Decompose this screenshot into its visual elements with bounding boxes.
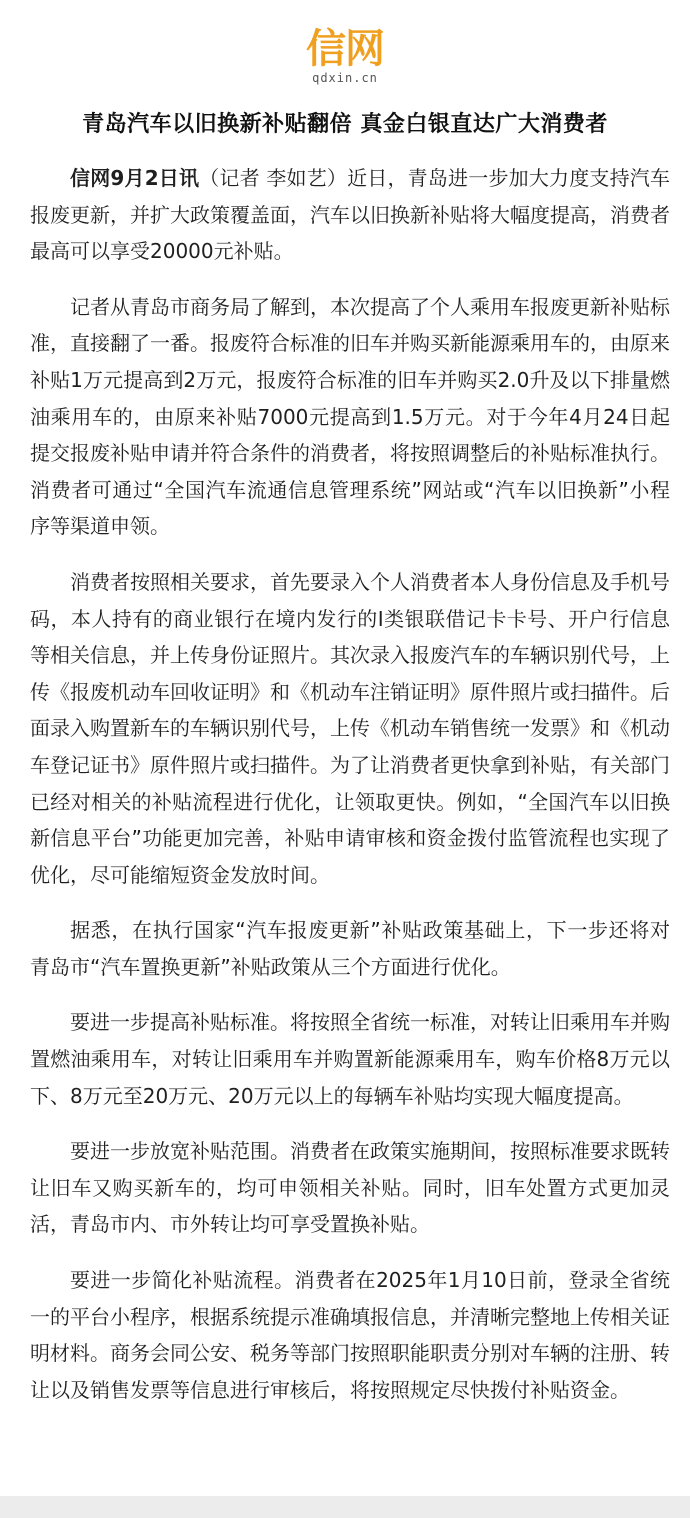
paragraph-7: 要进一步简化补贴流程。消费者在2025年1月10日前，登录全省统一的平台小程序，根据系统提示准确填报信息，并清晰完整地上传相关证明材料。商务会同公安、税务等部门按照职能职责分别对车辆的注册、转让以及销售发票等信息进行审核后，将按照规定尽快拨付补贴资金。: [30, 1268, 670, 1402]
paragraph-text: （记者 李如艺）近日，青岛进一步加大力度支持汽车报废更新，并扩大政策覆盖面，汽车以旧换新补贴将大幅度提高，消费者最高可以享受20000元补贴。: [30, 166, 670, 264]
paragraph-3: 消费者按照相关要求，首先要录入个人消费者本人身份信息及手机号码，本人持有的商业银行在境内发行的I类银联借记卡卡号、开户行信息等相关信息，并上传身份证照片。其次录入报废汽车的车辆识别代号，上传《报废机动车回收证明》和《机动车注销证明》原件照片或扫描件。后面录入购置新车的车辆识别代号，上传《机动车销售统一发票》和《机动车登记证书》原件照片或扫描件。为了让消费者更快拿到补贴，有关部门已经对相关的补贴流程进行优化，让领取更快。例如，“全国汽车以旧换新信息平台”功能更加完善，补贴申请审核和资金拨付监管流程也实现了优化，尽可能缩短资金发放时间。: [30, 569, 670, 887]
paragraph-2: 记者从青岛市商务局了解到，本次提高了个人乘用车报废更新补贴标准，直接翻了一番。报废符合标准的旧车并购买新能源乘用车的，由原来补贴1万元提高到2万元，报废符合标准的旧车并购买2.0升及以下排量燃油乘用车的，由原来补贴7000元提高到1.5万元。对于今年4月24日起提交报废补贴申请并符合条件的消费者，将按照调整后的补贴标准执行。消费者可通过“全国汽车流通信息管理系统”网站或“汽车以旧换新”小程序等渠道申领。: [30, 294, 670, 539]
paragraph-1: [30, 160, 670, 270]
dateline: 信网9月2日讯: [70, 166, 200, 190]
paragraph-4: 据悉，在执行国家“汽车报废更新”补贴政策基础上，下一步还将对青岛市“汽车置换更新”补贴政策从三个方面进行优化。: [30, 918, 670, 979]
logo-domain: qdxin.cn: [312, 71, 378, 85]
logo-wordmark: 信网: [306, 26, 384, 72]
article-body: [30, 160, 670, 1427]
footer-bar: [0, 1496, 690, 1518]
article-headline: 青岛汽车以旧换新补贴翻倍 真金白银直达广大消费者: [82, 112, 608, 137]
paragraph-5: 要进一步提高补贴标准。将按照全省统一标准，对转让旧乘用车并购置燃油乘用车，对转让旧乘用车并购置新能源乘用车，购车价格8万元以下、8万元至20万元、20万元以上的每辆车补贴均实现大幅度提高。: [30, 1010, 670, 1108]
site-logo[interactable]: [0, 28, 690, 85]
paragraph-6: 要进一步放宽补贴范围。消费者在政策实施期间，按照标准要求既转让旧车又购买新车的，均可申领相关补贴。同时，旧车处置方式更加灵活，青岛市内、市外转让均可享受置换补贴。: [30, 1139, 670, 1237]
